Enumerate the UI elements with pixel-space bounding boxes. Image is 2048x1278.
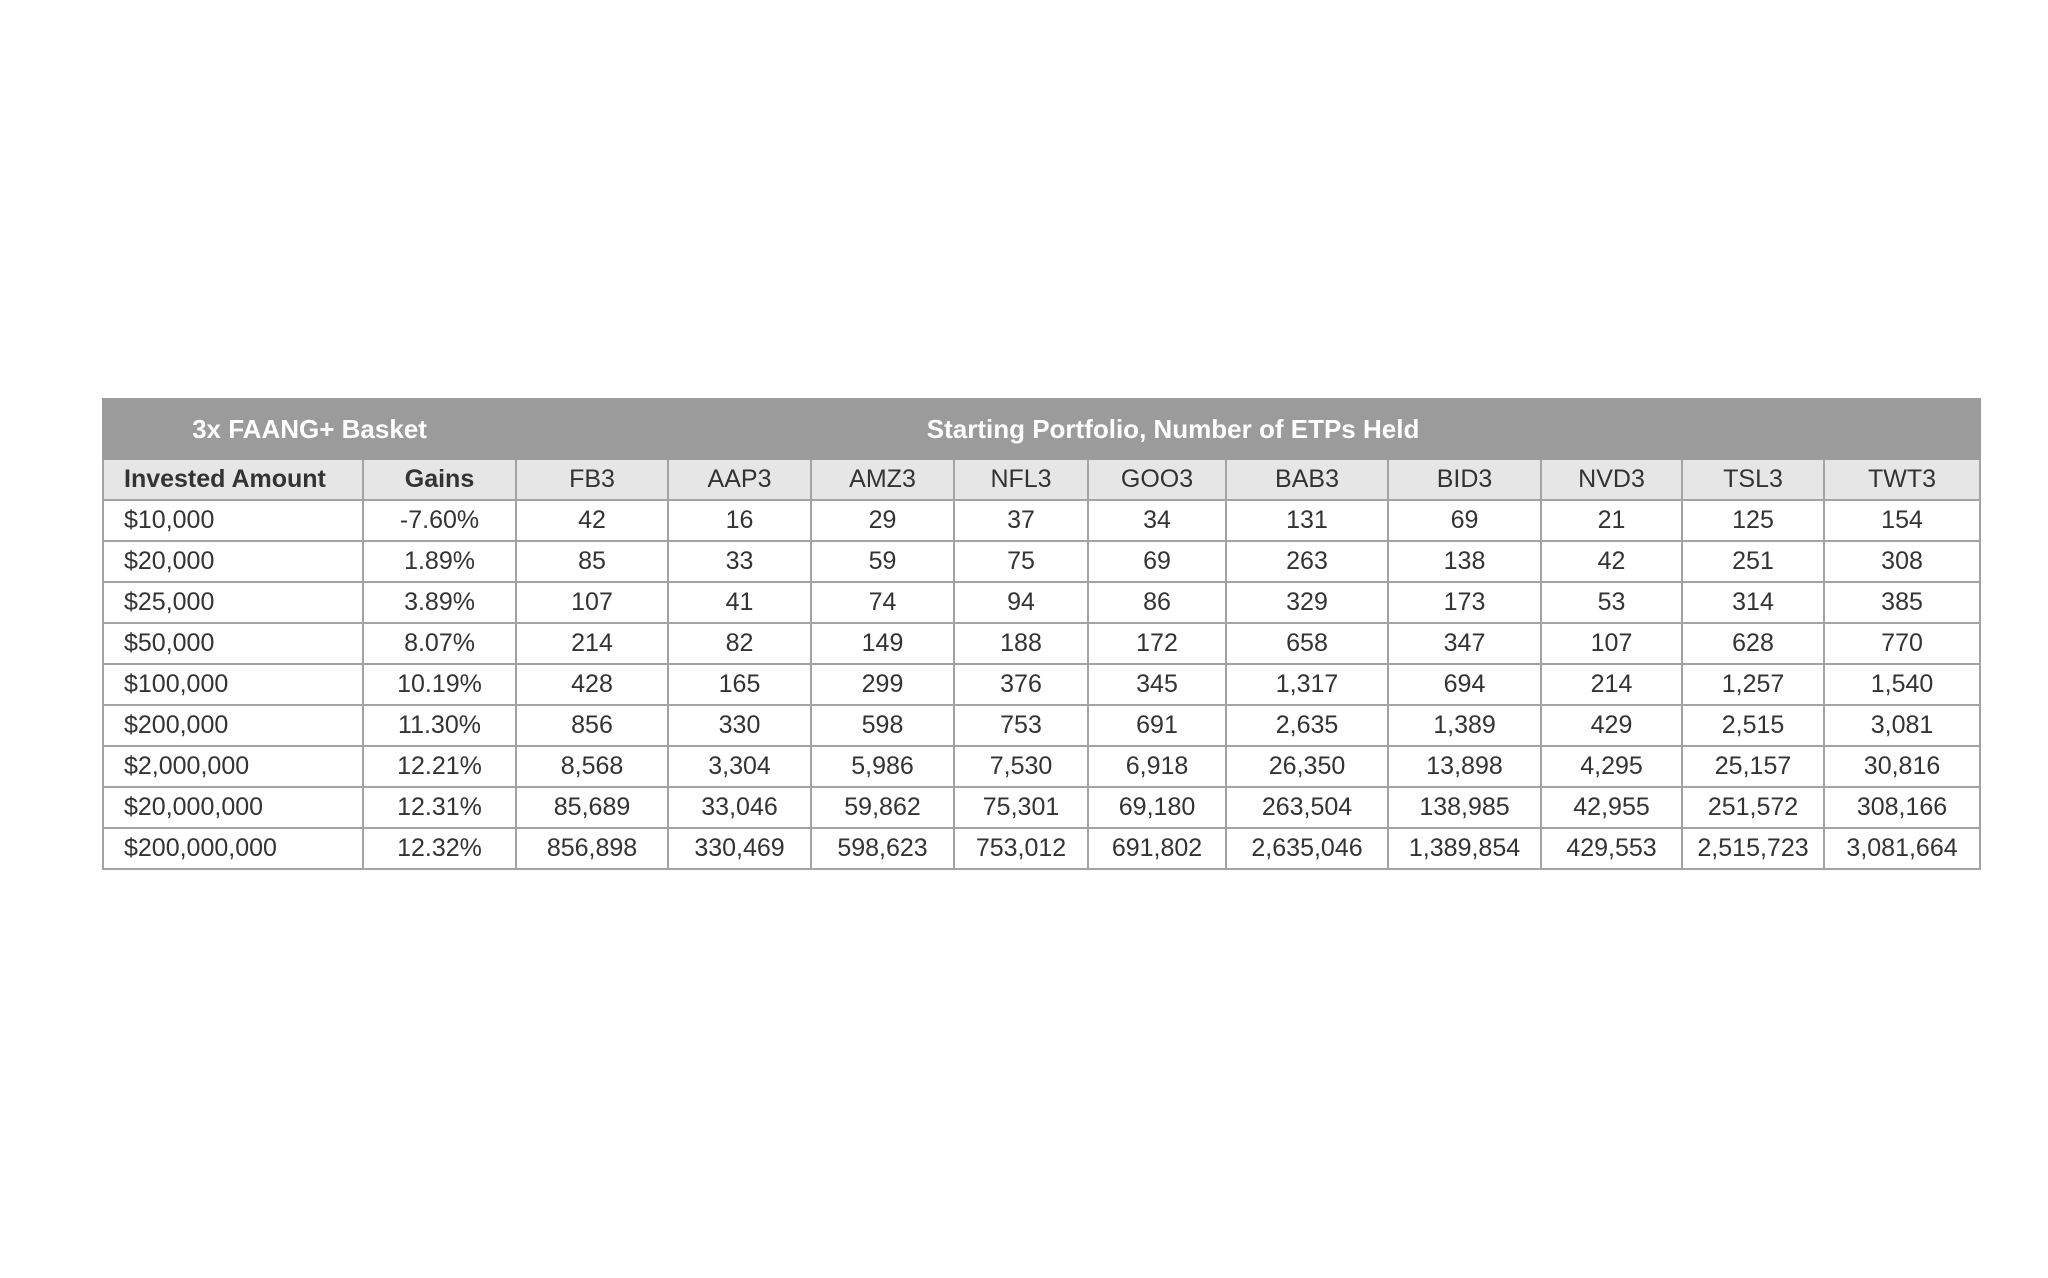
etp-count-cell: 753 — [954, 705, 1088, 746]
etp-count-cell: 251,572 — [1682, 787, 1824, 828]
table-row — [103, 705, 1980, 746]
etp-count-cell: 308 — [1824, 541, 1980, 582]
gains-cell: 8.07% — [363, 623, 516, 664]
gains-cell: -7.60% — [363, 500, 516, 541]
etp-count-cell: 30,816 — [1824, 746, 1980, 787]
etp-count-cell: 165 — [668, 664, 811, 705]
etp-count-cell: 3,081 — [1824, 705, 1980, 746]
gains-cell: 12.21% — [363, 746, 516, 787]
etp-count-cell: 41 — [668, 582, 811, 623]
etp-count-cell: 1,540 — [1824, 664, 1980, 705]
etp-count-cell: 69 — [1388, 500, 1541, 541]
table-row — [103, 582, 1980, 623]
etp-count-cell: 94 — [954, 582, 1088, 623]
etp-count-cell: 85,689 — [516, 787, 668, 828]
etp-count-cell: 1,389 — [1388, 705, 1541, 746]
etp-count-cell: 25,157 — [1682, 746, 1824, 787]
etp-count-cell: 428 — [516, 664, 668, 705]
etp-count-cell: 8,568 — [516, 746, 668, 787]
column-header: AMZ3 — [811, 459, 954, 500]
etp-count-cell: 59 — [811, 541, 954, 582]
invested-amount-cell: $25,000 — [103, 582, 363, 623]
gains-cell: 12.31% — [363, 787, 516, 828]
etp-count-cell: 385 — [1824, 582, 1980, 623]
etp-count-cell: 691,802 — [1088, 828, 1226, 869]
basket-title: 3x FAANG+ Basket — [103, 399, 516, 459]
etp-count-cell: 172 — [1088, 623, 1226, 664]
etp-count-cell: 131 — [1226, 500, 1388, 541]
etp-count-cell: 33,046 — [668, 787, 811, 828]
column-header: GOO3 — [1088, 459, 1226, 500]
etp-count-cell: 7,530 — [954, 746, 1088, 787]
invested-amount-cell: $20,000,000 — [103, 787, 363, 828]
etp-count-cell: 138,985 — [1388, 787, 1541, 828]
etp-count-cell: 263,504 — [1226, 787, 1388, 828]
etp-count-cell: 329 — [1226, 582, 1388, 623]
etp-count-cell: 658 — [1226, 623, 1388, 664]
etp-count-cell: 214 — [1541, 664, 1682, 705]
etp-count-cell: 598,623 — [811, 828, 954, 869]
etp-count-cell: 29 — [811, 500, 954, 541]
etp-count-cell: 1,317 — [1226, 664, 1388, 705]
etp-count-cell: 26,350 — [1226, 746, 1388, 787]
column-header: FB3 — [516, 459, 668, 500]
table-row — [103, 500, 1980, 541]
invested-amount-cell: $100,000 — [103, 664, 363, 705]
table-row — [103, 787, 1980, 828]
table-row — [103, 623, 1980, 664]
etp-count-cell: 314 — [1682, 582, 1824, 623]
etp-count-cell: 598 — [811, 705, 954, 746]
etp-count-cell: 59,862 — [811, 787, 954, 828]
gains-cell: 3.89% — [363, 582, 516, 623]
etp-count-cell: 33 — [668, 541, 811, 582]
etp-count-cell: 330 — [668, 705, 811, 746]
etp-count-cell: 2,515 — [1682, 705, 1824, 746]
etp-count-cell: 69 — [1088, 541, 1226, 582]
column-header: AAP3 — [668, 459, 811, 500]
etp-count-cell: 308,166 — [1824, 787, 1980, 828]
column-header: Gains — [363, 459, 516, 500]
etp-count-cell: 6,918 — [1088, 746, 1226, 787]
etp-count-cell: 13,898 — [1388, 746, 1541, 787]
table-row — [103, 746, 1980, 787]
column-header: TWT3 — [1824, 459, 1980, 500]
invested-amount-cell: $20,000 — [103, 541, 363, 582]
etp-count-cell: 125 — [1682, 500, 1824, 541]
etp-count-cell: 21 — [1541, 500, 1682, 541]
etp-count-cell: 251 — [1682, 541, 1824, 582]
etp-count-cell: 82 — [668, 623, 811, 664]
column-header: NFL3 — [954, 459, 1088, 500]
etp-count-cell: 3,304 — [668, 746, 811, 787]
table-row — [103, 664, 1980, 705]
etp-count-cell: 376 — [954, 664, 1088, 705]
etp-count-cell: 53 — [1541, 582, 1682, 623]
etp-count-cell: 5,986 — [811, 746, 954, 787]
gains-cell: 11.30% — [363, 705, 516, 746]
invested-amount-cell: $200,000,000 — [103, 828, 363, 869]
etp-count-cell: 299 — [811, 664, 954, 705]
etp-count-cell: 149 — [811, 623, 954, 664]
column-header: TSL3 — [1682, 459, 1824, 500]
title-row — [103, 399, 1980, 459]
etp-count-cell: 347 — [1388, 623, 1541, 664]
etp-count-cell: 694 — [1388, 664, 1541, 705]
etp-count-cell: 107 — [516, 582, 668, 623]
gains-cell: 10.19% — [363, 664, 516, 705]
invested-amount-cell: $200,000 — [103, 705, 363, 746]
gains-cell: 12.32% — [363, 828, 516, 869]
table-row — [103, 541, 1980, 582]
etp-count-cell: 37 — [954, 500, 1088, 541]
etp-count-cell: 154 — [1824, 500, 1980, 541]
etp-count-cell: 42 — [1541, 541, 1682, 582]
etp-count-cell: 75,301 — [954, 787, 1088, 828]
etp-count-cell: 2,515,723 — [1682, 828, 1824, 869]
etp-count-cell: 42,955 — [1541, 787, 1682, 828]
etp-count-cell: 856,898 — [516, 828, 668, 869]
column-header-row — [103, 459, 1980, 500]
etp-count-cell: 188 — [954, 623, 1088, 664]
etp-count-cell: 770 — [1824, 623, 1980, 664]
etp-count-cell: 173 — [1388, 582, 1541, 623]
etp-count-cell: 856 — [516, 705, 668, 746]
etp-count-cell: 1,389,854 — [1388, 828, 1541, 869]
column-header: BAB3 — [1226, 459, 1388, 500]
etp-count-cell: 42 — [516, 500, 668, 541]
etp-count-cell: 3,081,664 — [1824, 828, 1980, 869]
etp-count-cell: 330,469 — [668, 828, 811, 869]
portfolio-title: Starting Portfolio, Number of ETPs Held — [516, 399, 1980, 459]
etp-count-cell: 2,635,046 — [1226, 828, 1388, 869]
etp-count-cell: 429,553 — [1541, 828, 1682, 869]
etp-count-cell: 214 — [516, 623, 668, 664]
invested-amount-cell: $2,000,000 — [103, 746, 363, 787]
etp-count-cell: 4,295 — [1541, 746, 1682, 787]
column-header: BID3 — [1388, 459, 1541, 500]
etp-count-cell: 85 — [516, 541, 668, 582]
etp-count-cell: 107 — [1541, 623, 1682, 664]
etp-count-cell: 138 — [1388, 541, 1541, 582]
etp-count-cell: 2,635 — [1226, 705, 1388, 746]
etp-holdings-table — [102, 398, 1981, 870]
etp-count-cell: 69,180 — [1088, 787, 1226, 828]
etp-count-cell: 345 — [1088, 664, 1226, 705]
invested-amount-cell: $50,000 — [103, 623, 363, 664]
etp-count-cell: 628 — [1682, 623, 1824, 664]
column-header: Invested Amount — [103, 459, 363, 500]
column-header: NVD3 — [1541, 459, 1682, 500]
etp-count-cell: 16 — [668, 500, 811, 541]
gains-cell: 1.89% — [363, 541, 516, 582]
etp-count-cell: 74 — [811, 582, 954, 623]
etp-count-cell: 691 — [1088, 705, 1226, 746]
etp-count-cell: 429 — [1541, 705, 1682, 746]
table-row — [103, 828, 1980, 869]
etp-count-cell: 1,257 — [1682, 664, 1824, 705]
etp-count-cell: 75 — [954, 541, 1088, 582]
etp-count-cell: 34 — [1088, 500, 1226, 541]
etp-count-cell: 86 — [1088, 582, 1226, 623]
etp-count-cell: 753,012 — [954, 828, 1088, 869]
invested-amount-cell: $10,000 — [103, 500, 363, 541]
etp-count-cell: 263 — [1226, 541, 1388, 582]
